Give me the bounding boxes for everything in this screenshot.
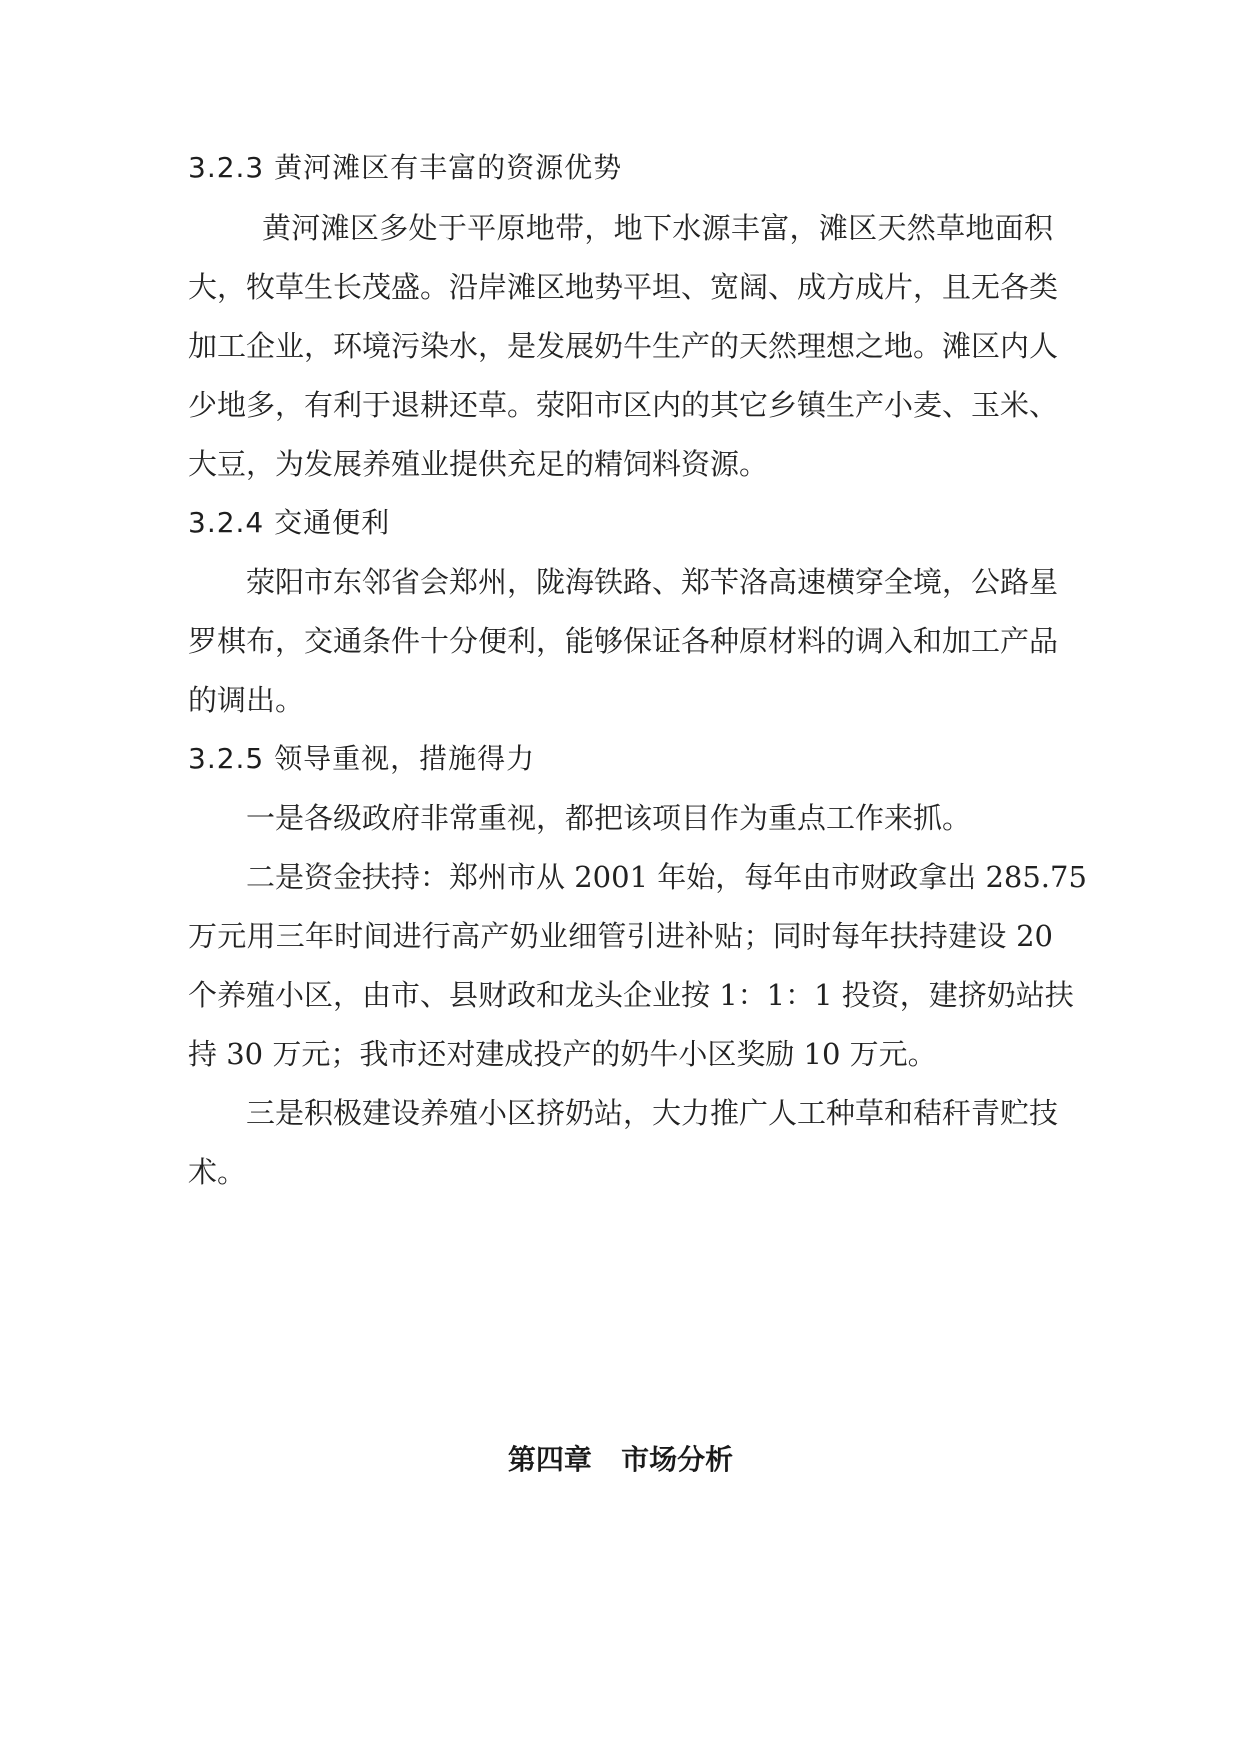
paragraph-line: 术。 bbox=[188, 1155, 247, 1189]
paragraph-line: 万元用三年时间进行高产奶业细管引进补贴；同时每年扶持建设 20 bbox=[188, 919, 1053, 953]
paragraph-line: 三是积极建设养殖小区挤奶站，大力推广人工种草和秸秆青贮技 bbox=[246, 1096, 1059, 1130]
paragraph-line: 二是资金扶持：郑州市从 2001 年始，每年由市财政拿出 285.75 bbox=[246, 860, 1087, 894]
chapter-title: 第四章 市场分析 bbox=[507, 1443, 734, 1476]
paragraph-line: 加工企业，环境污染水，是发展奶牛生产的天然理想之地。滩区内人 bbox=[188, 329, 1059, 363]
section-heading-3-2-5: 3.2.5 领导重视，措施得力 bbox=[188, 742, 536, 775]
paragraph-line: 一是各级政府非常重视，都把该项目作为重点工作来抓。 bbox=[246, 801, 972, 835]
paragraph-line: 持 30 万元；我市还对建成投产的奶牛小区奖励 10 万元。 bbox=[188, 1037, 937, 1071]
paragraph-line: 少地多，有利于退耕还草。荥阳市区内的其它乡镇生产小麦、玉米、 bbox=[188, 388, 1059, 422]
paragraph-line: 黄河滩区多处于平原地带，地下水源丰富，滩区天然草地面积 bbox=[262, 211, 1053, 245]
section-heading-3-2-4: 3.2.4 交通便利 bbox=[188, 506, 391, 539]
paragraph-line: 的调出。 bbox=[188, 683, 305, 717]
paragraph-line: 大豆，为发展养殖业提供充足的精饲料资源。 bbox=[188, 447, 769, 481]
paragraph-line: 个养殖小区，由市、县财政和龙头企业按 1：1：1 投资，建挤奶站扶 bbox=[188, 978, 1074, 1012]
paragraph-line: 荥阳市东邻省会郑州，陇海铁路、郑苄洛高速横穿全境，公路星 bbox=[246, 565, 1059, 599]
section-heading-3-2-3: 3.2.3 黄河滩区有丰富的资源优势 bbox=[188, 151, 623, 184]
paragraph-line: 大，牧草生长茂盛。沿岸滩区地势平坦、宽阔、成方成片，且无各类 bbox=[188, 270, 1059, 304]
paragraph-line: 罗棋布，交通条件十分便利，能够保证各种原材料的调入和加工产品 bbox=[188, 624, 1059, 658]
